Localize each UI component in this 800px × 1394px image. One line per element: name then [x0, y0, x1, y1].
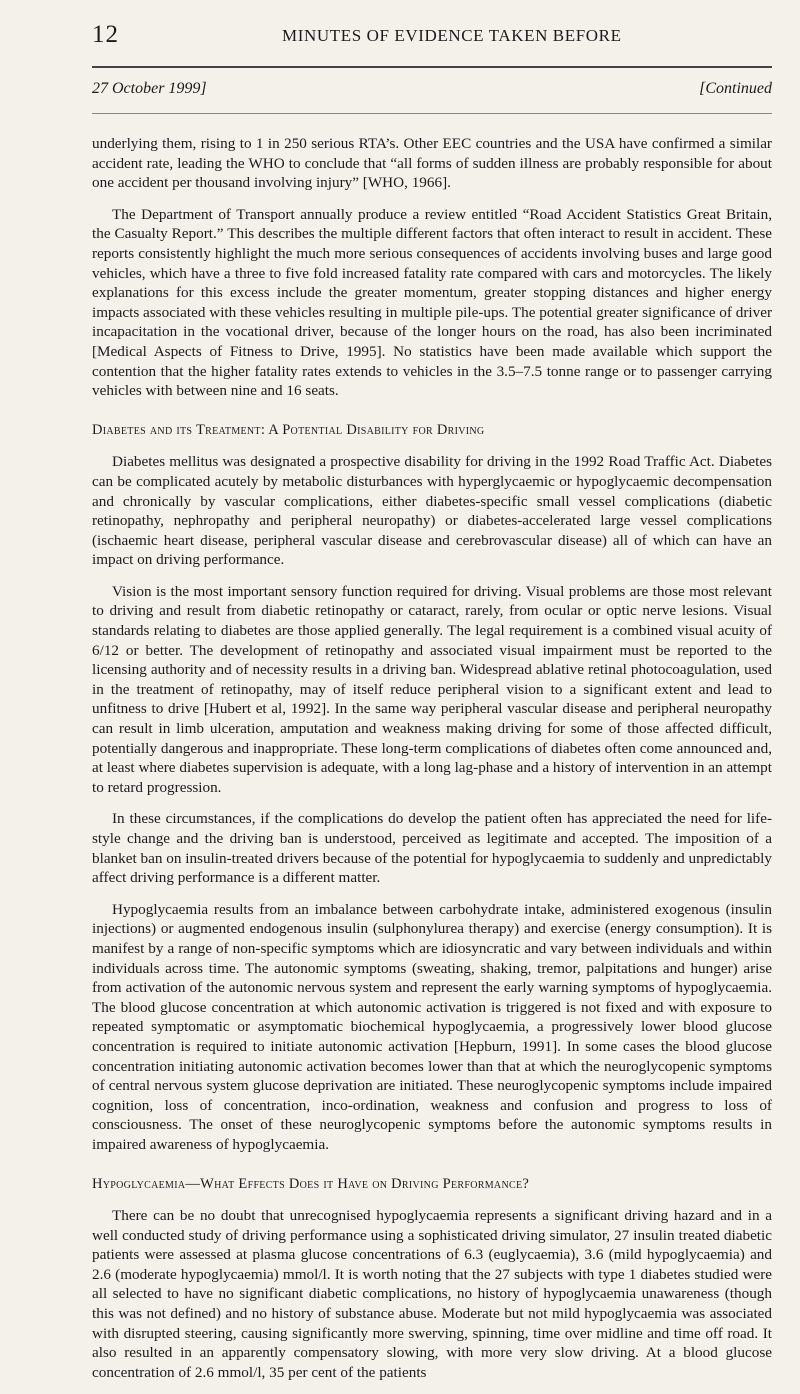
page-number: 12 [92, 21, 119, 48]
header-rule [92, 66, 772, 68]
paragraph: Hypoglycaemia results from an imbalance between carbohydrate intake, administered exogenous (insulin injections) or augmented endogenous insulin (sulphonylurea therapy) and exercise (energy consumption). It is manifest by a range of non-specific symptoms which are idiosyncratic and vary between individuals and within individuals across time. The autonomic symptoms (sweating, shaking, tremor, palpitations and hunger) arise from activation of the autonomic nervous system and represent the early warning symptoms of hypoglycaemia. The blood glucose concentration at which autonomic activation is triggered is not fixed and with exposure to repeated symptomatic or asymptomatic biochemical hypoglycaemia, a progressively lower blood glucose concentration is required to initiate autonomic activation [Hepburn, 1991]. In some cases the blood glucose concentration initiating autonomic activation becomes lower than that at which the neuroglycopenic symptoms of central nervous system glucose deprivation are initiated. These neuroglycopenic symptoms include impaired cognition, loss of concentration, inco-ordination, weakness and confusion and progress to loss of consciousness. The onset of these neuroglycopenic symptoms before the autonomic symptoms results in impaired awareness of hypoglycaemia. [92, 900, 772, 1153]
section-heading: Hypoglycaemia—What Effects Does it Have on Driving Performance? [92, 1175, 530, 1192]
section-heading: Diabetes and its Treatment: A Potential Disability for Driving [92, 421, 485, 438]
continued-label: [Continued [699, 80, 772, 97]
body-text [92, 134, 772, 1394]
dateline [92, 80, 772, 104]
paragraph: In these circumstances, if the complications do develop the patient often has appreciated the need for life-style change and the driving ban is understood, perceived as legitimate and accepted. The imposition of a blanket ban on insulin-treated drivers because of the potential for hypoglycaemia to suddenly and unpredictably affect driving performance is a different matter. [92, 810, 772, 887]
paragraph: Diabetes mellitus was designated a prospective disability for driving in the 1992 Road Traffic Act. Diabetes can be complicated acutely by metabolic disturbances with hyperglycaemic or hypoglycaemic decompensation and chronically by vascular complications, either diabetes-specific small vessel complications (diabetic retinopathy, nephropathy and peripheral neuropathy) or diabetes-accelerated large vessel complications (ischaemic heart disease, peripheral vascular disease and cerebrovascular disease) all of which can have an impact on driving performance. [92, 453, 772, 569]
session-date: 27 October 1999] [92, 80, 207, 97]
paragraph: Vision is the most important sensory function required for driving. Visual problems are those most relevant to driving and result from diabetic retinopathy or cataract, rarely, from ocular or optic nerve lesions. Visual standards relating to diabetes are those applied generally. The legal requirement is a combined visual acuity of 6/12 or better. The development of retinopathy and associated visual impairment must be reported to the licensing authority and of necessity results in a driving ban. Widespread ablative retinal photocoagulation, used in the treatment of retinopathy, may of itself reduce peripheral vision to a significant extent and lead to unfitness to drive [Hubert et al, 1992]. In the same way peripheral vascular disease and peripheral neuropathy can result in limb ulceration, amputation and weakness making driving for some of those affected difficult, potentially dangerous and inappropriate. These long-term complications of diabetes often come announced and, at least where diabetes supervision is adequate, with a long lag-phase and a history of intervention in an attempt to retard progression. [92, 582, 772, 796]
page-header [92, 20, 772, 50]
dateline-rule [92, 113, 772, 114]
paragraph: There can be no doubt that unrecognised hypoglycaemia represents a significant driving hazard and in a well conducted study of driving performance using a sophisticated driving simulator, 27 insulin treated diabetic patients were assessed at plasma glucose concentrations of 6.3 (euglycaemia), 3.6 (mild hypoglycaemia) and 2.6 (moderate hypoglycaemia) mmol/l. It is worth noting that the 27 subjects with type 1 diabetes studied were all selected to have no significant diabetic complications, no history of hypoglycaemia unawareness (though this was not defined) and no history of substance abuse. Moderate but not mild hypoglycaemia was associated with disrupted steering, causing significantly more swerving, spinning, time over midline and time off road. It also resulted in an apparently compensatory slowing, with more very slow driving. At a blood glucose concentration of 2.6 mmol/l, 35 per cent of the patients [92, 1207, 772, 1381]
paragraph: The Department of Transport annually produce a review entitled “Road Accident Statistics Great Britain, the Casualty Report.” This describes the multiple different factors that often interact to result in accident. These reports consistently highlight the much more serious consequences of accidents involving buses and large good vehicles, which have a three to five fold increased fatality rate compared with cars and motorcycles. The likely explanations for this excess include the greater momentum, greater stopping distances and higher energy impacts associated with these vehicles resulting in multiple pile-ups. The potential greater significance of driver incapacitation in the vocational driver, because of the longer hours on the road, has also been incriminated [Medical Aspects of Fitness to Drive, 1995]. No statistics have been made available which support the contention that the higher fatality rates extends to vehicles in the 3.5–7.5 tonne range or to passenger carrying vehicles with between nine and 16 seats. [92, 205, 772, 400]
paragraph: underlying them, rising to 1 in 250 serious RTA’s. Other EEC countries and the USA have confirmed a similar accident rate, leading the WHO to conclude that “all forms of sudden illness are probably responsible for about one accident per thousand involving injury” [WHO, 1966]. [92, 135, 772, 192]
running-head: MINUTES OF EVIDENCE TAKEN BEFORE [282, 26, 622, 45]
